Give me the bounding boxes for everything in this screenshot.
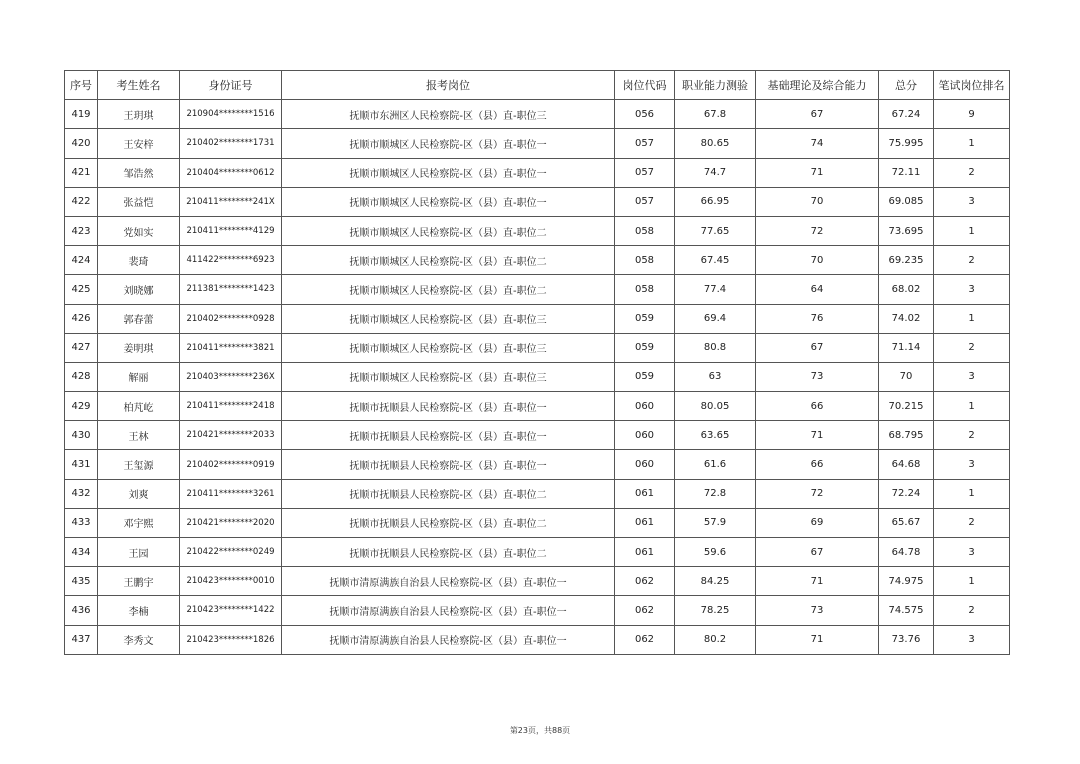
total-score-cell: 67.24 bbox=[879, 100, 934, 129]
seq-cell: 428 bbox=[65, 362, 98, 391]
table-row bbox=[65, 333, 1010, 362]
id-cell: 210402********0919 bbox=[180, 450, 282, 479]
theory-score-cell: 71 bbox=[756, 567, 879, 596]
total-score-cell: 68.795 bbox=[879, 421, 934, 450]
id-cell: 210402********0928 bbox=[180, 304, 282, 333]
name-cell: 刘晓娜 bbox=[98, 275, 180, 304]
header-cell: 考生姓名 bbox=[98, 71, 180, 100]
total-score-cell: 74.575 bbox=[879, 596, 934, 625]
table-row bbox=[65, 538, 1010, 567]
post-cell: 抚顺市抚顺县人民检察院-区（县）直-职位二 bbox=[282, 508, 615, 537]
post-code-cell: 059 bbox=[615, 362, 675, 391]
theory-score-cell: 67 bbox=[756, 538, 879, 567]
post-code-cell: 062 bbox=[615, 596, 675, 625]
id-cell: 211381********1423 bbox=[180, 275, 282, 304]
name-cell: 刘爽 bbox=[98, 479, 180, 508]
rank-cell: 1 bbox=[934, 304, 1010, 333]
post-code-cell: 057 bbox=[615, 158, 675, 187]
name-cell: 王玺源 bbox=[98, 450, 180, 479]
aptitude-score-cell: 69.4 bbox=[675, 304, 756, 333]
rank-cell: 2 bbox=[934, 421, 1010, 450]
seq-cell: 420 bbox=[65, 129, 98, 158]
post-code-cell: 060 bbox=[615, 392, 675, 421]
table-row bbox=[65, 187, 1010, 216]
theory-score-cell: 71 bbox=[756, 421, 879, 450]
post-cell: 抚顺市抚顺县人民检察院-区（县）直-职位一 bbox=[282, 450, 615, 479]
aptitude-score-cell: 67.8 bbox=[675, 100, 756, 129]
header-cell: 岗位代码 bbox=[615, 71, 675, 100]
aptitude-score-cell: 63.65 bbox=[675, 421, 756, 450]
id-cell: 210904********1516 bbox=[180, 100, 282, 129]
post-code-cell: 059 bbox=[615, 333, 675, 362]
seq-cell: 429 bbox=[65, 392, 98, 421]
table-row bbox=[65, 508, 1010, 537]
table-body bbox=[65, 100, 1010, 655]
theory-score-cell: 76 bbox=[756, 304, 879, 333]
name-cell: 邹浩然 bbox=[98, 158, 180, 187]
rank-cell: 1 bbox=[934, 129, 1010, 158]
post-code-cell: 057 bbox=[615, 187, 675, 216]
post-code-cell: 058 bbox=[615, 216, 675, 245]
aptitude-score-cell: 77.65 bbox=[675, 216, 756, 245]
post-cell: 抚顺市顺城区人民检察院-区（县）直-职位三 bbox=[282, 333, 615, 362]
aptitude-score-cell: 80.05 bbox=[675, 392, 756, 421]
rank-cell: 9 bbox=[934, 100, 1010, 129]
page-number: 第23页，共88页 bbox=[509, 726, 571, 735]
post-cell: 抚顺市顺城区人民检察院-区（县）直-职位一 bbox=[282, 129, 615, 158]
aptitude-score-cell: 78.25 bbox=[675, 596, 756, 625]
table-row bbox=[65, 479, 1010, 508]
total-score-cell: 73.695 bbox=[879, 216, 934, 245]
header-cell: 报考岗位 bbox=[282, 71, 615, 100]
theory-score-cell: 72 bbox=[756, 479, 879, 508]
total-score-cell: 69.085 bbox=[879, 187, 934, 216]
table-row bbox=[65, 567, 1010, 596]
rank-cell: 3 bbox=[934, 625, 1010, 654]
table-row bbox=[65, 100, 1010, 129]
rank-cell: 3 bbox=[934, 450, 1010, 479]
id-cell: 210422********0249 bbox=[180, 538, 282, 567]
name-cell: 邓宇熙 bbox=[98, 508, 180, 537]
header-cell: 基础理论及综合能力 bbox=[756, 71, 879, 100]
theory-score-cell: 71 bbox=[756, 158, 879, 187]
rank-cell: 3 bbox=[934, 362, 1010, 391]
post-cell: 抚顺市清原满族自治县人民检察院-区（县）直-职位一 bbox=[282, 596, 615, 625]
post-code-cell: 062 bbox=[615, 567, 675, 596]
theory-score-cell: 67 bbox=[756, 333, 879, 362]
post-cell: 抚顺市清原满族自治县人民检察院-区（县）直-职位一 bbox=[282, 625, 615, 654]
aptitude-score-cell: 61.6 bbox=[675, 450, 756, 479]
total-score-cell: 74.975 bbox=[879, 567, 934, 596]
id-cell: 210404********0612 bbox=[180, 158, 282, 187]
aptitude-score-cell: 84.25 bbox=[675, 567, 756, 596]
id-cell: 210403********236X bbox=[180, 362, 282, 391]
post-code-cell: 058 bbox=[615, 275, 675, 304]
aptitude-score-cell: 57.9 bbox=[675, 508, 756, 537]
seq-cell: 433 bbox=[65, 508, 98, 537]
rank-cell: 2 bbox=[934, 333, 1010, 362]
post-code-cell: 059 bbox=[615, 304, 675, 333]
total-score-cell: 70 bbox=[879, 362, 934, 391]
aptitude-score-cell: 72.8 bbox=[675, 479, 756, 508]
post-cell: 抚顺市顺城区人民检察院-区（县）直-职位二 bbox=[282, 246, 615, 275]
name-cell: 王鹏宇 bbox=[98, 567, 180, 596]
total-score-cell: 65.67 bbox=[879, 508, 934, 537]
post-code-cell: 062 bbox=[615, 625, 675, 654]
theory-score-cell: 71 bbox=[756, 625, 879, 654]
name-cell: 裴琦 bbox=[98, 246, 180, 275]
seq-cell: 421 bbox=[65, 158, 98, 187]
aptitude-score-cell: 59.6 bbox=[675, 538, 756, 567]
seq-cell: 432 bbox=[65, 479, 98, 508]
name-cell: 郭春蕾 bbox=[98, 304, 180, 333]
seq-cell: 430 bbox=[65, 421, 98, 450]
post-cell: 抚顺市抚顺县人民检察院-区（县）直-职位二 bbox=[282, 479, 615, 508]
total-score-cell: 72.11 bbox=[879, 158, 934, 187]
post-cell: 抚顺市顺城区人民检察院-区（县）直-职位二 bbox=[282, 275, 615, 304]
post-code-cell: 060 bbox=[615, 421, 675, 450]
name-cell: 王园 bbox=[98, 538, 180, 567]
post-code-cell: 061 bbox=[615, 479, 675, 508]
name-cell: 王安梓 bbox=[98, 129, 180, 158]
total-score-cell: 64.78 bbox=[879, 538, 934, 567]
id-cell: 411422********6923 bbox=[180, 246, 282, 275]
total-score-cell: 68.02 bbox=[879, 275, 934, 304]
theory-score-cell: 66 bbox=[756, 450, 879, 479]
aptitude-score-cell: 80.2 bbox=[675, 625, 756, 654]
post-cell: 抚顺市清原满族自治县人民检察院-区（县）直-职位一 bbox=[282, 567, 615, 596]
name-cell: 王玥琪 bbox=[98, 100, 180, 129]
id-cell: 210402********1731 bbox=[180, 129, 282, 158]
rank-cell: 2 bbox=[934, 596, 1010, 625]
name-cell: 党如实 bbox=[98, 216, 180, 245]
theory-score-cell: 66 bbox=[756, 392, 879, 421]
aptitude-score-cell: 80.8 bbox=[675, 333, 756, 362]
seq-cell: 425 bbox=[65, 275, 98, 304]
table-row bbox=[65, 158, 1010, 187]
total-score-cell: 75.995 bbox=[879, 129, 934, 158]
theory-score-cell: 73 bbox=[756, 362, 879, 391]
seq-cell: 434 bbox=[65, 538, 98, 567]
id-cell: 210411********3821 bbox=[180, 333, 282, 362]
total-score-cell: 71.14 bbox=[879, 333, 934, 362]
header-cell: 笔试岗位排名 bbox=[934, 71, 1010, 100]
name-cell: 姜明琪 bbox=[98, 333, 180, 362]
id-cell: 210411********241X bbox=[180, 187, 282, 216]
total-score-cell: 73.76 bbox=[879, 625, 934, 654]
seq-cell: 419 bbox=[65, 100, 98, 129]
rank-cell: 1 bbox=[934, 216, 1010, 245]
table-row bbox=[65, 421, 1010, 450]
header-cell: 序号 bbox=[65, 71, 98, 100]
id-cell: 210421********2033 bbox=[180, 421, 282, 450]
aptitude-score-cell: 63 bbox=[675, 362, 756, 391]
rank-cell: 1 bbox=[934, 567, 1010, 596]
post-cell: 抚顺市抚顺县人民检察院-区（县）直-职位一 bbox=[282, 421, 615, 450]
post-cell: 抚顺市顺城区人民检察院-区（县）直-职位二 bbox=[282, 216, 615, 245]
aptitude-score-cell: 80.65 bbox=[675, 129, 756, 158]
id-cell: 210423********1826 bbox=[180, 625, 282, 654]
rank-cell: 3 bbox=[934, 538, 1010, 567]
header-cell: 职业能力测验 bbox=[675, 71, 756, 100]
aptitude-score-cell: 67.45 bbox=[675, 246, 756, 275]
seq-cell: 431 bbox=[65, 450, 98, 479]
seq-cell: 435 bbox=[65, 567, 98, 596]
theory-score-cell: 74 bbox=[756, 129, 879, 158]
table-row bbox=[65, 392, 1010, 421]
post-code-cell: 056 bbox=[615, 100, 675, 129]
seq-cell: 424 bbox=[65, 246, 98, 275]
id-cell: 210423********0010 bbox=[180, 567, 282, 596]
theory-score-cell: 70 bbox=[756, 246, 879, 275]
post-code-cell: 057 bbox=[615, 129, 675, 158]
post-cell: 抚顺市顺城区人民检察院-区（县）直-职位一 bbox=[282, 187, 615, 216]
total-score-cell: 64.68 bbox=[879, 450, 934, 479]
table-row bbox=[65, 275, 1010, 304]
rank-cell: 2 bbox=[934, 246, 1010, 275]
id-cell: 210411********3261 bbox=[180, 479, 282, 508]
post-cell: 抚顺市抚顺县人民检察院-区（县）直-职位二 bbox=[282, 538, 615, 567]
table-row bbox=[65, 216, 1010, 245]
table-row bbox=[65, 362, 1010, 391]
table-row bbox=[65, 129, 1010, 158]
theory-score-cell: 72 bbox=[756, 216, 879, 245]
total-score-cell: 70.215 bbox=[879, 392, 934, 421]
seq-cell: 437 bbox=[65, 625, 98, 654]
header-cell: 身份证号 bbox=[180, 71, 282, 100]
seq-cell: 426 bbox=[65, 304, 98, 333]
total-score-cell: 72.24 bbox=[879, 479, 934, 508]
table-row bbox=[65, 625, 1010, 654]
rank-cell: 3 bbox=[934, 187, 1010, 216]
table-row bbox=[65, 304, 1010, 333]
rank-cell: 2 bbox=[934, 158, 1010, 187]
post-code-cell: 058 bbox=[615, 246, 675, 275]
name-cell: 张益恺 bbox=[98, 187, 180, 216]
aptitude-score-cell: 74.7 bbox=[675, 158, 756, 187]
total-score-cell: 74.02 bbox=[879, 304, 934, 333]
post-code-cell: 061 bbox=[615, 538, 675, 567]
table-row bbox=[65, 246, 1010, 275]
total-score-cell: 69.235 bbox=[879, 246, 934, 275]
theory-score-cell: 73 bbox=[756, 596, 879, 625]
name-cell: 柏芃屹 bbox=[98, 392, 180, 421]
aptitude-score-cell: 66.95 bbox=[675, 187, 756, 216]
post-cell: 抚顺市顺城区人民检察院-区（县）直-职位一 bbox=[282, 158, 615, 187]
exam-score-table bbox=[64, 70, 1010, 655]
theory-score-cell: 69 bbox=[756, 508, 879, 537]
rank-cell: 3 bbox=[934, 275, 1010, 304]
aptitude-score-cell: 77.4 bbox=[675, 275, 756, 304]
name-cell: 李楠 bbox=[98, 596, 180, 625]
id-cell: 210411********2418 bbox=[180, 392, 282, 421]
table-row bbox=[65, 596, 1010, 625]
name-cell: 李秀文 bbox=[98, 625, 180, 654]
id-cell: 210423********1422 bbox=[180, 596, 282, 625]
post-cell: 抚顺市顺城区人民检察院-区（县）直-职位三 bbox=[282, 304, 615, 333]
seq-cell: 427 bbox=[65, 333, 98, 362]
name-cell: 王林 bbox=[98, 421, 180, 450]
seq-cell: 423 bbox=[65, 216, 98, 245]
name-cell: 解丽 bbox=[98, 362, 180, 391]
seq-cell: 422 bbox=[65, 187, 98, 216]
id-cell: 210421********2020 bbox=[180, 508, 282, 537]
theory-score-cell: 67 bbox=[756, 100, 879, 129]
rank-cell: 1 bbox=[934, 392, 1010, 421]
rank-cell: 1 bbox=[934, 479, 1010, 508]
post-code-cell: 060 bbox=[615, 450, 675, 479]
table-row bbox=[65, 450, 1010, 479]
rank-cell: 2 bbox=[934, 508, 1010, 537]
theory-score-cell: 64 bbox=[756, 275, 879, 304]
seq-cell: 436 bbox=[65, 596, 98, 625]
table-header-row bbox=[65, 71, 1010, 100]
id-cell: 210411********4129 bbox=[180, 216, 282, 245]
post-code-cell: 061 bbox=[615, 508, 675, 537]
post-cell: 抚顺市东洲区人民检察院-区（县）直-职位三 bbox=[282, 100, 615, 129]
header-cell: 总分 bbox=[879, 71, 934, 100]
post-cell: 抚顺市顺城区人民检察院-区（县）直-职位三 bbox=[282, 362, 615, 391]
post-cell: 抚顺市抚顺县人民检察院-区（县）直-职位一 bbox=[282, 392, 615, 421]
theory-score-cell: 70 bbox=[756, 187, 879, 216]
